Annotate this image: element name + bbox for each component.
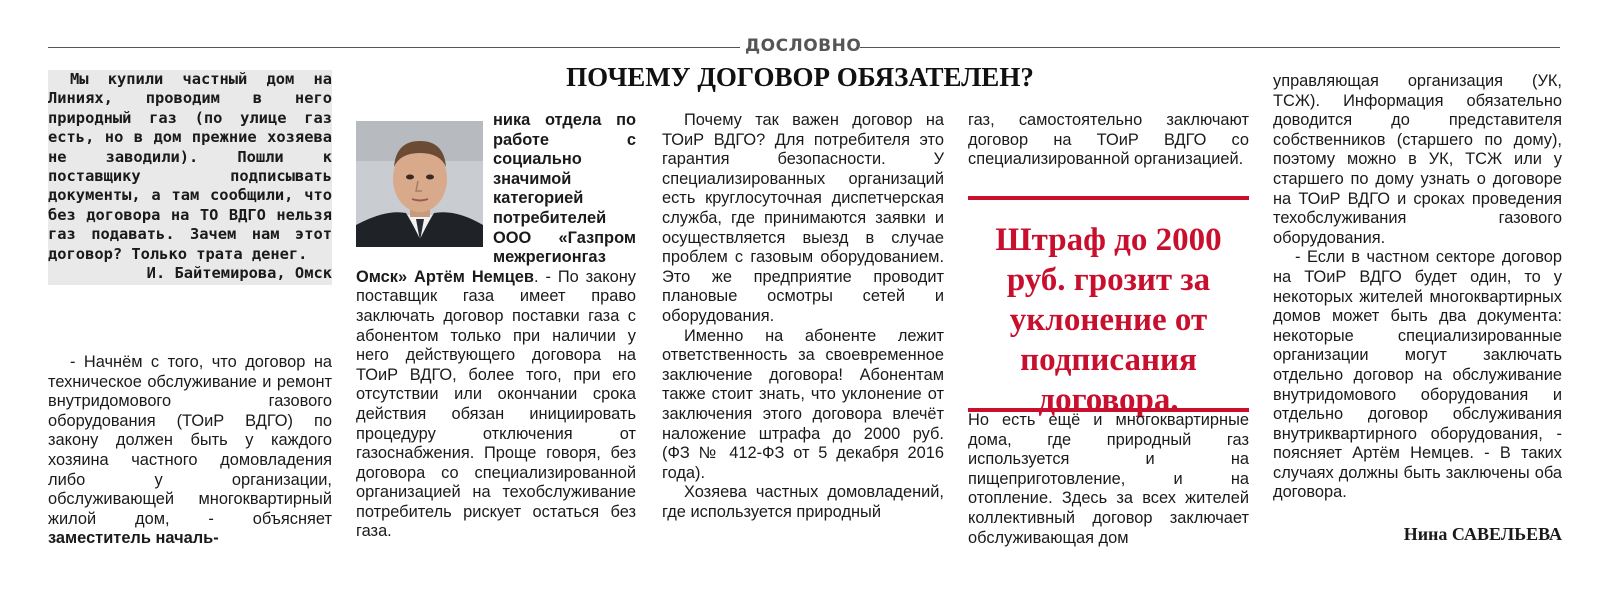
col5-paragraph-1: управляющая организация (УК, ТСЖ). Информация обязательно доводится до представителя собственников (старшего по дому), поэтому можно в УК, ТСЖ или у старшего по дому узнать о договоре на ТОиР ВДГО и сроках проведения техобслуживания газового оборудования. [1273, 72, 1562, 247]
col3-paragraph-2: Именно на абоненте лежит ответственность за своевременное заключение договора! Абонентам также стоит знать, что уклонение от заключения этого договора влечёт наложение штрафа до 2000 руб. (ФЗ № 412-ФЗ от 5 декабря 2016 года). [662, 326, 944, 482]
col2-text: . - По закону поставщик газа имеет право заключать договор поставки газа с абонентом только при наличии у него действующего договора на ТОиР ВДГО, более того, при его отсутствии или окончании срока действия обязан инициировать процедуру отключения от газоснабжения. Проще говоря, без договора со специализированной организацией на техобслуживание потребитель рискует остаться без газа. [356, 267, 636, 541]
reader-signature: И. Байтемирова, Омск [146, 264, 332, 283]
top-rule-left [48, 47, 740, 48]
column-2 [356, 111, 636, 542]
col3-paragraph-3: Хозяева частных домовладений, где используется природный [662, 483, 944, 521]
col3-paragraph-1: Почему так важен договор на ТОиР ВДГО? Для потребителя это гарантия безопасности. У специализированных организаций есть круглосуточная диспетчерская служба, где принимаются заявки и осуществляется выезд в случае проблем с газовым оборудованием. Это же предприятие проводит плановые осмотры сетей и оборудования. [662, 111, 944, 325]
col5-paragraph-2: - Если в частном секторе договор на ТОиР ВДГО будет один, то у некоторых жителей многоквартирных домов может быть два документа: некоторые специализированные организации могут заключать отдельно договор на обслуживание внутридомового оборудования и отдельно договор обслуживания внутриквартирного оборудования, - поясняет Артём Немцев. - В таких случаях должны быть заключены оба договора. [1273, 248, 1562, 502]
article-headline: ПОЧЕМУ ДОГОВОР ОБЯЗАТЕЛЕН? [566, 62, 1034, 92]
column-4 [968, 111, 1249, 170]
column-3 [662, 111, 944, 522]
photo-spacer [356, 111, 493, 251]
column-4-bottom [968, 411, 1249, 548]
fine-callout [968, 196, 1249, 418]
col1-paragraph [48, 353, 332, 549]
fine-callout-text: Штраф до 2000 руб. грозит за уклонение от подписания договора. [995, 222, 1222, 418]
top-rule-right [860, 47, 1560, 48]
col2-speaker-title: ника отдела по работе с социально значимой категорией потребителей ООО «Газпром межрегионгаз Омск» Артём Немцев [356, 111, 636, 286]
column-5 [1273, 72, 1562, 503]
rubric-label: ДОСЛОВНО [745, 36, 862, 56]
col2-paragraph [356, 111, 636, 542]
col1-bold-title: заместитель началь- [48, 529, 219, 548]
reader-quote [48, 70, 332, 285]
author-byline: Нина САВЕЛЬЕВА [1403, 524, 1562, 544]
reader-quote-text: Мы купили частный дом на Линиях, проводим в него природный газ (по улице газ есть, но в дом прежние хозяева не заводили). Пошли к поставщику подписывать документы, а там сообщили, что без договора на ТО ВДГО нельзя газ подавать. Зачем нам этот договор? Только трата денег. [48, 70, 332, 263]
col1-text: - Начнём с того, что договор на техническое обслуживание и ремонт внутридомового газового оборудования (ТОиР ВДГО) по закону должен быть у каждого хозяина частного домовладения либо у организации, обслуживающей многоквартирный жилой дом, - объясняет [48, 353, 332, 528]
col4-top-paragraph: газ, самостоятельно заключают договор на ТОиР ВДГО со специализированной организацией. [968, 111, 1249, 169]
col4-bottom-paragraph: Но есть ещё и многоквартирные дома, где природный газ используется и на пищеприготовление, и на отопление. Здесь за всех жителей коллективный договор заключает обслуживающая дом [968, 411, 1249, 547]
column-1 [48, 353, 332, 549]
